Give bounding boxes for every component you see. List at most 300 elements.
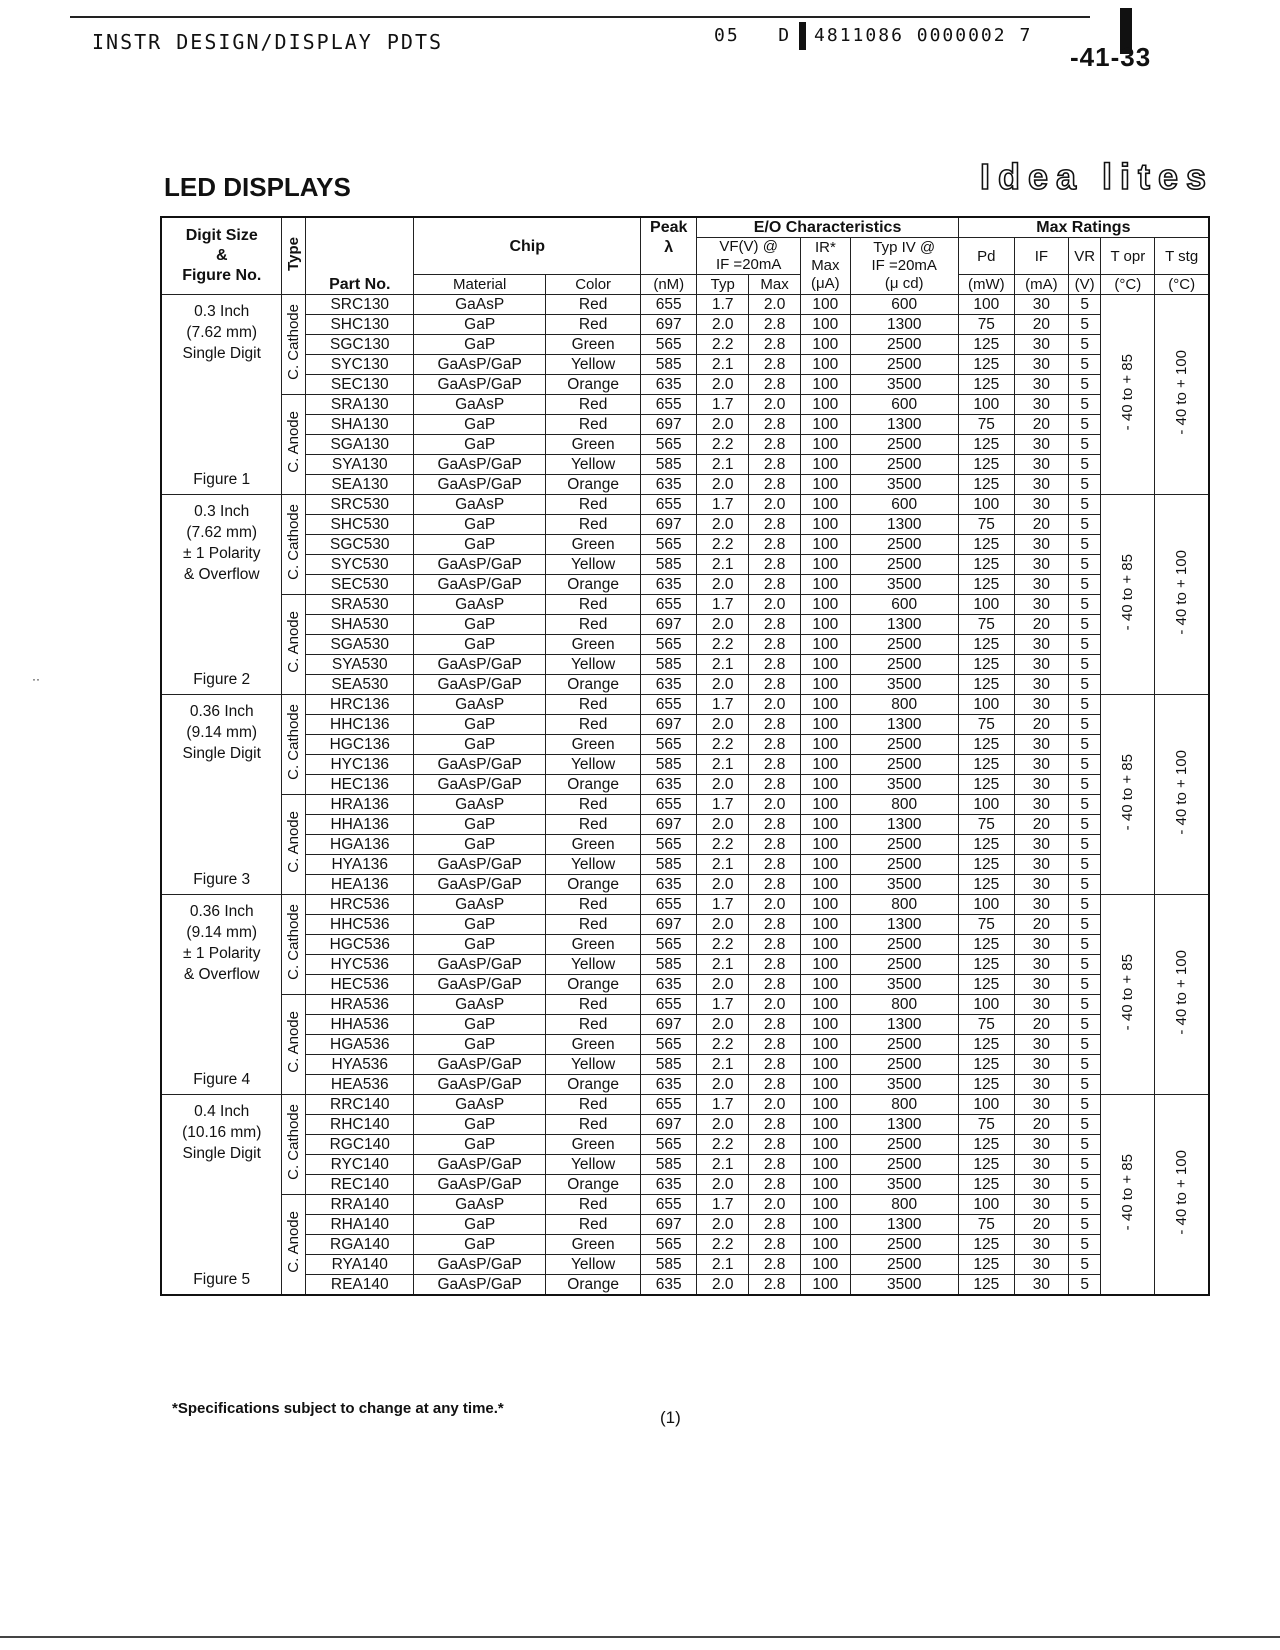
col-max: Max — [749, 275, 801, 295]
vf-typ-cell: 1.7 — [697, 395, 749, 415]
color-cell: Green — [546, 435, 641, 455]
material-cell: GaAsP/GaP — [414, 1175, 546, 1195]
table-row — [161, 335, 1209, 355]
type-cell — [282, 1095, 306, 1195]
vr-cell: 5 — [1068, 1095, 1100, 1115]
ir-cell: 100 — [801, 1015, 851, 1035]
peak-cell: 697 — [641, 415, 697, 435]
table-row — [161, 815, 1209, 835]
part-no-cell: REA140 — [306, 1275, 414, 1296]
peak-cell: 655 — [641, 795, 697, 815]
vf-max-cell: 2.8 — [749, 455, 801, 475]
table-row — [161, 395, 1209, 415]
table-row — [161, 1175, 1209, 1195]
table-row — [161, 855, 1209, 875]
iv-cell: 600 — [850, 295, 958, 315]
part-no-cell: SHC130 — [306, 315, 414, 335]
material-cell: GaAsP/GaP — [414, 555, 546, 575]
col-max-ratings: Max Ratings — [958, 217, 1209, 238]
vf-typ-cell: 2.0 — [697, 815, 749, 835]
pd-cell: 75 — [958, 415, 1014, 435]
pd-cell: 125 — [958, 735, 1014, 755]
vr-cell: 5 — [1068, 1215, 1100, 1235]
vr-cell: 5 — [1068, 1155, 1100, 1175]
vf-typ-cell: 2.0 — [697, 875, 749, 895]
vf-max-cell: 2.8 — [749, 1075, 801, 1095]
col-v: (V) — [1068, 275, 1100, 295]
if-cell: 30 — [1014, 835, 1068, 855]
peak-cell: 697 — [641, 515, 697, 535]
vf-typ-cell: 2.1 — [697, 655, 749, 675]
vr-cell: 5 — [1068, 1135, 1100, 1155]
vf-typ-cell: 2.2 — [697, 935, 749, 955]
table-row — [161, 715, 1209, 735]
if-cell: 30 — [1014, 455, 1068, 475]
vf-max-cell: 2.8 — [749, 635, 801, 655]
table-row — [161, 695, 1209, 715]
topr-range: - 40 to + 85 — [1119, 1153, 1137, 1231]
digit-size-line: 0.36 Inch — [189, 703, 254, 720]
vf-typ-cell: 1.7 — [697, 495, 749, 515]
part-no-cell: HGA536 — [306, 1035, 414, 1055]
part-no-cell: HYA536 — [306, 1055, 414, 1075]
pd-cell: 100 — [958, 795, 1014, 815]
if-cell: 30 — [1014, 975, 1068, 995]
color-cell: Orange — [546, 375, 641, 395]
material-cell: GaAsP/GaP — [414, 455, 546, 475]
if-cell: 30 — [1014, 335, 1068, 355]
ir-cell: 100 — [801, 935, 851, 955]
material-cell: GaAsP/GaP — [414, 1275, 546, 1296]
iv-cell: 1300 — [850, 815, 958, 835]
vf-max-cell: 2.8 — [749, 815, 801, 835]
ir-cell: 100 — [801, 455, 851, 475]
pd-cell: 75 — [958, 715, 1014, 735]
ir-cell: 100 — [801, 975, 851, 995]
digit-size-cell — [161, 895, 282, 1095]
material-cell: GaAsP — [414, 1095, 546, 1115]
iv-cell: 1300 — [850, 1115, 958, 1135]
if-cell: 30 — [1014, 775, 1068, 795]
part-no-cell: HYC536 — [306, 955, 414, 975]
pd-cell: 75 — [958, 615, 1014, 635]
material-cell: GaAsP/GaP — [414, 375, 546, 395]
color-cell: Red — [546, 915, 641, 935]
table-row — [161, 375, 1209, 395]
table-row — [161, 995, 1209, 1015]
col-mw: (mW) — [958, 275, 1014, 295]
if-cell: 30 — [1014, 675, 1068, 695]
if-cell: 30 — [1014, 535, 1068, 555]
iv-cell: 800 — [850, 1095, 958, 1115]
vr-cell: 5 — [1068, 635, 1100, 655]
if-cell: 30 — [1014, 475, 1068, 495]
if-cell: 30 — [1014, 435, 1068, 455]
header-block-mark — [799, 22, 806, 50]
color-cell: Red — [546, 815, 641, 835]
vr-cell: 5 — [1068, 1275, 1100, 1296]
pd-cell: 125 — [958, 435, 1014, 455]
vf-typ-cell: 2.0 — [697, 315, 749, 335]
pd-cell: 100 — [958, 695, 1014, 715]
type-cell — [282, 695, 306, 795]
iv-cell: 2500 — [850, 735, 958, 755]
vf-max-cell: 2.8 — [749, 555, 801, 575]
vr-cell: 5 — [1068, 755, 1100, 775]
pd-cell: 125 — [958, 1075, 1014, 1095]
table-row — [161, 475, 1209, 495]
table-row — [161, 875, 1209, 895]
vf-typ-cell: 1.7 — [697, 695, 749, 715]
col-lambda-label: λ — [664, 239, 674, 256]
type-label: C. Cathode — [285, 304, 303, 380]
if-cell: 20 — [1014, 715, 1068, 735]
pd-cell: 125 — [958, 775, 1014, 795]
type-label: C. Anode — [285, 411, 303, 473]
if-cell: 30 — [1014, 555, 1068, 575]
iv-cell: 3500 — [850, 675, 958, 695]
vf-max-cell: 2.0 — [749, 295, 801, 315]
if-cell: 20 — [1014, 815, 1068, 835]
vr-cell: 5 — [1068, 975, 1100, 995]
color-cell: Green — [546, 1035, 641, 1055]
peak-cell: 565 — [641, 335, 697, 355]
if-cell: 30 — [1014, 875, 1068, 895]
peak-cell: 585 — [641, 455, 697, 475]
peak-cell: 635 — [641, 775, 697, 795]
material-cell: GaP — [414, 615, 546, 635]
type-cell — [282, 295, 306, 395]
ir-cell: 100 — [801, 655, 851, 675]
color-cell: Red — [546, 1215, 641, 1235]
col-iv-if-label: IF =20mA — [871, 257, 937, 274]
vf-typ-cell: 1.7 — [697, 795, 749, 815]
part-no-cell: HHC536 — [306, 915, 414, 935]
color-cell: Red — [546, 695, 641, 715]
part-no-cell: RHC140 — [306, 1115, 414, 1135]
material-cell: GaAsP — [414, 495, 546, 515]
topr-cell — [1101, 495, 1155, 695]
pd-cell: 75 — [958, 515, 1014, 535]
vf-max-cell: 2.8 — [749, 1215, 801, 1235]
peak-cell: 565 — [641, 835, 697, 855]
col-ir — [801, 238, 851, 295]
if-cell: 30 — [1014, 795, 1068, 815]
material-cell: GaP — [414, 415, 546, 435]
color-cell: Yellow — [546, 1255, 641, 1275]
vr-cell: 5 — [1068, 1035, 1100, 1055]
col-part-no: Part No. — [306, 217, 414, 295]
if-cell: 30 — [1014, 635, 1068, 655]
material-cell: GaAsP/GaP — [414, 675, 546, 695]
table-row — [161, 1075, 1209, 1095]
vr-cell: 5 — [1068, 835, 1100, 855]
topr-cell — [1101, 295, 1155, 495]
pd-cell: 125 — [958, 1255, 1014, 1275]
tstg-cell — [1155, 1095, 1209, 1296]
iv-cell: 2500 — [850, 355, 958, 375]
material-cell: GaAsP/GaP — [414, 355, 546, 375]
color-cell: Red — [546, 315, 641, 335]
color-cell: Orange — [546, 675, 641, 695]
if-cell: 30 — [1014, 755, 1068, 775]
ir-cell: 100 — [801, 635, 851, 655]
part-no-cell: HGC536 — [306, 935, 414, 955]
vf-max-cell: 2.8 — [749, 375, 801, 395]
iv-cell: 2500 — [850, 855, 958, 875]
iv-cell: 2500 — [850, 1035, 958, 1055]
type-cell — [282, 995, 306, 1095]
part-no-cell: RGA140 — [306, 1235, 414, 1255]
part-no-cell: RRA140 — [306, 1195, 414, 1215]
material-cell: GaAsP/GaP — [414, 955, 546, 975]
type-label: C. Cathode — [285, 904, 303, 980]
vf-max-cell: 2.8 — [749, 515, 801, 535]
pd-cell: 75 — [958, 1115, 1014, 1135]
table-row — [161, 415, 1209, 435]
peak-cell: 697 — [641, 1215, 697, 1235]
vr-cell: 5 — [1068, 1015, 1100, 1035]
part-no-cell: HEC136 — [306, 775, 414, 795]
part-no-cell: SGC530 — [306, 535, 414, 555]
table-row — [161, 1095, 1209, 1115]
iv-cell: 3500 — [850, 775, 958, 795]
iv-cell: 3500 — [850, 875, 958, 895]
part-no-cell: RGC140 — [306, 1135, 414, 1155]
vf-typ-cell: 1.7 — [697, 1095, 749, 1115]
if-cell: 30 — [1014, 895, 1068, 915]
ir-cell: 100 — [801, 915, 851, 935]
vf-max-cell: 2.8 — [749, 975, 801, 995]
vr-cell: 5 — [1068, 335, 1100, 355]
color-cell: Yellow — [546, 655, 641, 675]
material-cell: GaAsP — [414, 1195, 546, 1215]
ir-cell: 100 — [801, 755, 851, 775]
iv-cell: 800 — [850, 995, 958, 1015]
footnote: *Specifications subject to change at any time.* — [172, 1400, 504, 1417]
part-no-cell: HHA136 — [306, 815, 414, 835]
peak-cell: 697 — [641, 315, 697, 335]
vf-max-cell: 2.8 — [749, 535, 801, 555]
vr-cell: 5 — [1068, 935, 1100, 955]
peak-cell: 585 — [641, 955, 697, 975]
pd-cell: 125 — [958, 1055, 1014, 1075]
vr-cell: 5 — [1068, 295, 1100, 315]
ir-cell: 100 — [801, 1115, 851, 1135]
peak-cell: 655 — [641, 1195, 697, 1215]
pd-cell: 125 — [958, 1155, 1014, 1175]
iv-cell: 800 — [850, 695, 958, 715]
ir-cell: 100 — [801, 1195, 851, 1215]
ir-cell: 100 — [801, 1075, 851, 1095]
material-cell: GaP — [414, 315, 546, 335]
bottom-rule — [0, 1636, 1280, 1638]
color-cell: Red — [546, 715, 641, 735]
vf-max-cell: 2.8 — [749, 955, 801, 975]
type-cell — [282, 795, 306, 895]
if-cell: 30 — [1014, 695, 1068, 715]
vf-max-cell: 2.8 — [749, 1115, 801, 1135]
col-type-label: Type — [285, 236, 303, 271]
ir-cell: 100 — [801, 1275, 851, 1296]
iv-cell: 600 — [850, 595, 958, 615]
vr-cell: 5 — [1068, 435, 1100, 455]
iv-cell: 2500 — [850, 1155, 958, 1175]
table-row — [161, 555, 1209, 575]
ir-cell: 100 — [801, 415, 851, 435]
col-peak — [641, 217, 697, 275]
tstg-range: - 40 to + 100 — [1173, 549, 1191, 635]
pd-cell: 100 — [958, 995, 1014, 1015]
if-cell: 30 — [1014, 995, 1068, 1015]
vf-typ-cell: 2.0 — [697, 675, 749, 695]
col-amp-label: & — [215, 247, 228, 264]
iv-cell: 3500 — [850, 975, 958, 995]
part-no-cell: HEA136 — [306, 875, 414, 895]
pd-cell: 75 — [958, 915, 1014, 935]
vf-typ-cell: 2.2 — [697, 1135, 749, 1155]
vf-max-cell: 2.8 — [749, 335, 801, 355]
peak-cell: 655 — [641, 1095, 697, 1115]
if-cell: 30 — [1014, 595, 1068, 615]
peak-cell: 585 — [641, 855, 697, 875]
vf-typ-cell: 2.1 — [697, 1255, 749, 1275]
vf-max-cell: 2.8 — [749, 1275, 801, 1296]
col-color: Color — [546, 275, 641, 295]
table-row — [161, 1055, 1209, 1075]
ir-cell: 100 — [801, 1235, 851, 1255]
if-cell: 30 — [1014, 575, 1068, 595]
material-cell: GaAsP/GaP — [414, 755, 546, 775]
iv-cell: 3500 — [850, 1275, 958, 1296]
digit-size-line: (9.14 mm) — [186, 924, 258, 941]
type-cell — [282, 895, 306, 995]
pd-cell: 125 — [958, 875, 1014, 895]
digit-size-line: ± 1 Polarity — [183, 945, 261, 962]
vr-cell: 5 — [1068, 535, 1100, 555]
peak-cell: 585 — [641, 655, 697, 675]
peak-cell: 585 — [641, 355, 697, 375]
type-cell — [282, 395, 306, 495]
peak-cell: 697 — [641, 1015, 697, 1035]
ir-cell: 100 — [801, 315, 851, 335]
col-iv — [850, 238, 958, 295]
digit-size-line: 0.36 Inch — [189, 903, 254, 920]
ir-cell: 100 — [801, 435, 851, 455]
digit-size-cell — [161, 695, 282, 895]
pd-cell: 125 — [958, 975, 1014, 995]
digit-size-line: (7.62 mm) — [186, 324, 258, 341]
iv-cell: 2500 — [850, 935, 958, 955]
iv-cell: 3500 — [850, 375, 958, 395]
vr-cell: 5 — [1068, 615, 1100, 635]
tstg-range: - 40 to + 100 — [1173, 749, 1191, 835]
vr-cell: 5 — [1068, 1055, 1100, 1075]
tstg-cell — [1155, 295, 1209, 495]
if-cell: 30 — [1014, 375, 1068, 395]
part-no-cell: HRA136 — [306, 795, 414, 815]
part-no-cell: HHA536 — [306, 1015, 414, 1035]
if-cell: 30 — [1014, 1155, 1068, 1175]
part-no-cell: SEA530 — [306, 675, 414, 695]
material-cell: GaP — [414, 635, 546, 655]
type-label: C. Anode — [285, 811, 303, 873]
ir-cell: 100 — [801, 695, 851, 715]
pd-cell: 100 — [958, 295, 1014, 315]
vr-cell: 5 — [1068, 555, 1100, 575]
iv-cell: 800 — [850, 895, 958, 915]
peak-cell: 565 — [641, 535, 697, 555]
figure-label: Figure 4 — [193, 1071, 251, 1088]
pd-cell: 75 — [958, 315, 1014, 335]
table-row — [161, 1235, 1209, 1255]
part-no-cell: SYC530 — [306, 555, 414, 575]
vf-max-cell: 2.0 — [749, 895, 801, 915]
ir-cell: 100 — [801, 675, 851, 695]
table-body — [161, 295, 1209, 1296]
peak-cell: 635 — [641, 375, 697, 395]
col-tstg: T stg — [1155, 238, 1209, 275]
table-row — [161, 515, 1209, 535]
table-row — [161, 675, 1209, 695]
iv-cell: 2500 — [850, 535, 958, 555]
color-cell: Orange — [546, 575, 641, 595]
brand-logo: Idea lites — [980, 156, 1215, 197]
color-cell: Red — [546, 295, 641, 315]
material-cell: GaAsP/GaP — [414, 475, 546, 495]
topr-range: - 40 to + 85 — [1119, 553, 1137, 631]
vf-typ-cell: 2.2 — [697, 735, 749, 755]
ir-cell: 100 — [801, 1175, 851, 1195]
part-no-cell: SYC130 — [306, 355, 414, 375]
iv-cell: 2500 — [850, 435, 958, 455]
part-no-cell: SEC130 — [306, 375, 414, 395]
table-row — [161, 295, 1209, 315]
vf-typ-cell: 2.0 — [697, 475, 749, 495]
part-no-cell: SHA530 — [306, 615, 414, 635]
pd-cell: 100 — [958, 395, 1014, 415]
ir-cell: 100 — [801, 375, 851, 395]
pd-cell: 125 — [958, 455, 1014, 475]
pd-cell: 125 — [958, 835, 1014, 855]
table-row — [161, 755, 1209, 775]
color-cell: Red — [546, 515, 641, 535]
peak-cell: 697 — [641, 1115, 697, 1135]
col-oc2: (°C) — [1155, 275, 1209, 295]
vf-typ-cell: 2.2 — [697, 835, 749, 855]
material-cell: GaAsP/GaP — [414, 775, 546, 795]
if-cell: 30 — [1014, 1035, 1068, 1055]
part-no-cell: SHA130 — [306, 415, 414, 435]
if-cell: 20 — [1014, 615, 1068, 635]
vf-max-cell: 2.8 — [749, 575, 801, 595]
type-label: C. Cathode — [285, 1104, 303, 1180]
material-cell: GaP — [414, 935, 546, 955]
part-no-cell: SRA530 — [306, 595, 414, 615]
material-cell: GaAsP — [414, 595, 546, 615]
part-no-cell: HEA536 — [306, 1075, 414, 1095]
iv-cell: 2500 — [850, 335, 958, 355]
col-material: Material — [414, 275, 546, 295]
col-ucd-label: (μ cd) — [884, 275, 924, 292]
digit-size-line: (9.14 mm) — [186, 724, 258, 741]
ir-cell: 100 — [801, 875, 851, 895]
digit-size-line: & Overflow — [183, 566, 260, 583]
vf-max-cell: 2.8 — [749, 1175, 801, 1195]
peak-cell: 655 — [641, 895, 697, 915]
ir-cell: 100 — [801, 995, 851, 1015]
digit-size-line: (10.16 mm) — [182, 1124, 262, 1141]
